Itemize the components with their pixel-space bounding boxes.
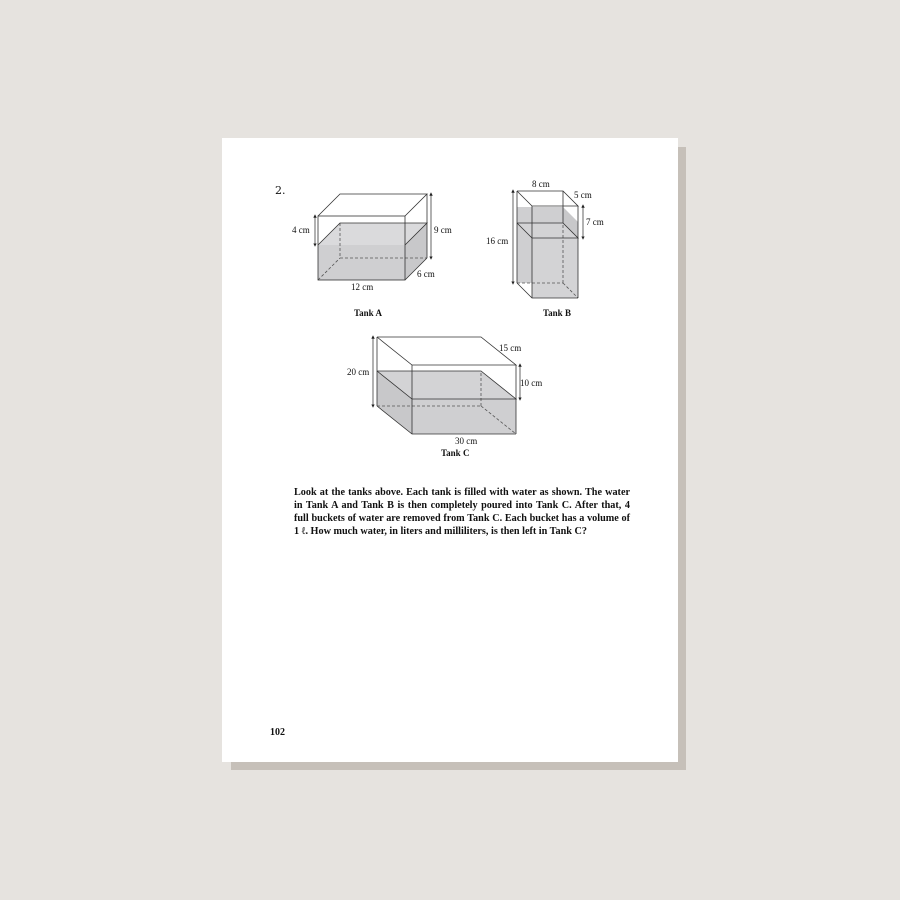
tank-c-height-label: 20 cm: [347, 367, 370, 377]
worksheet-page: [222, 138, 678, 762]
tank-a-length-label: 12 cm: [351, 282, 374, 292]
tank-b: [486, 179, 604, 318]
tank-b-empty-height-label: 7 cm: [586, 217, 604, 227]
tank-b-length-label: 8 cm: [532, 179, 550, 189]
tank-a-height-label: 9 cm: [434, 225, 452, 235]
tank-a-name: Tank A: [354, 308, 382, 318]
question-number: 2.: [275, 184, 286, 197]
tank-c-water-height-label: 10 cm: [520, 378, 543, 388]
tank-a-water-height-label: 4 cm: [292, 225, 310, 235]
tank-a-water-front: [318, 245, 405, 280]
tank-c-name: Tank C: [441, 448, 470, 458]
tank-a: [292, 194, 452, 318]
tank-a-width-label: 6 cm: [417, 269, 435, 279]
tank-b-water-body: [532, 238, 578, 298]
tank-c-water-front: [412, 399, 516, 434]
tank-c-width-label: 15 cm: [499, 343, 522, 353]
problem-text: Look at the tanks above. Each tank is filled with water as shown. The water in Tank A and Tank B is then completely poured into Tank C. After that, 4 full buckets of water are removed from Tank C. Each bucket has a volume of 1 ℓ. How much water, in liters and milliliters, is then left in Tank C?: [294, 487, 630, 537]
tank-c-length-label: 30 cm: [455, 436, 478, 446]
tank-b-height-label: 16 cm: [486, 236, 509, 246]
tanks-figure: [222, 138, 678, 468]
tank-b-name: Tank B: [543, 308, 571, 318]
tank-c: [347, 337, 542, 458]
page-number: 102: [270, 727, 285, 738]
tank-b-width-label: 5 cm: [574, 190, 592, 200]
